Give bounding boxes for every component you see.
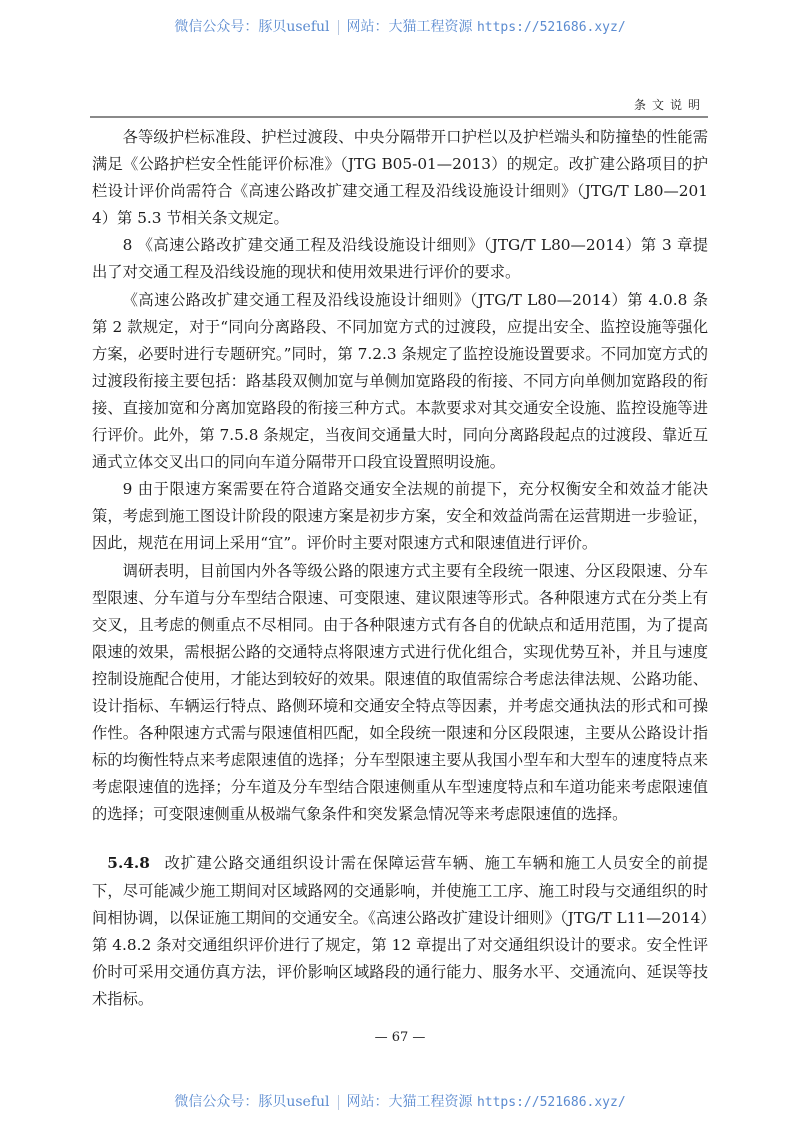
watermark-header <box>0 16 800 36</box>
paragraph-item-9: 9 由于限速方案需要在符合道路交通安全法规的前提下，充分权衡安全和效益才能决策，考虑到施工图设计阶段的限速方案是初步方案，安全和效益尚需在运营期进一步验证，因此，规范在用词上采用“宜”。评价时主要对限速方式和限速值进行评价。 <box>92 480 708 553</box>
clause-5-4-8 <box>92 850 708 1013</box>
paragraph-item-8: 8 《高速公路改扩建交通工程及沿线设施设计细则》（JTG/T L80—2014）第 3 章提出了对交通工程及沿线设施的现状和使用效果进行评价的要求。 <box>92 236 708 282</box>
watermark-url[interactable]: https://521686.xyz/ <box>476 1095 626 1110</box>
paragraph-guardrail-performance: 各等级护栏标准段、护栏过渡段、中央分隔带开口护栏以及护栏端头和防撞垫的性能需满足《公路护栏安全性能评价标准》（JTG B05-01—2013）的规定。改扩建公路项目的护栏设计评价尚需符合《高速公路改扩建交通工程及沿线设施设计细则》（JTG/T L80—2014）第 5.3 节相关条文规定。 <box>92 128 708 228</box>
watermark-footer <box>0 1091 800 1111</box>
watermark-site: 网站：大猫工程资源 <box>346 19 473 35</box>
header-rule <box>90 116 708 118</box>
watermark-url[interactable]: https://521686.xyz/ <box>476 20 626 35</box>
paragraph-speed-limit-survey: 调研表明，目前国内外各等级公路的限速方式主要有全段统一限速、分区段限速、分车型限速、分车道与分车型结合限速、可变限速、建议限速等形式。各种限速方式在分类上有交叉，且考虑的侧重点不尽相同。由于各种限速方式有各自的优缺点和适用范围，为了提高限速的效果，需根据公路的交通特点将限速方式进行优化组合，实现优势互补，并且与速度控制设施配合使用，才能达到较好的效果。限速值的取值需综合考虑法律法规、公路功能、设计指标、车辆运行特点、路侧环境和交通安全特点等因素，并考虑交通执法的形式和可操作性。各种限速方式需与限速值相匹配，如全段统一限速和分区段限速，主要从公路设计指标的均衡性特点来考虑限速值的选择；分车型限速主要从我国小型车和大型车的速度特点来考虑限速值的选择；分车道及分车型结合限速侧重从车型速度特点和车道功能来考虑限速值的选择；可变限速侧重从极端气象条件和突发紧急情况等来考虑限速值的选择。 <box>92 561 708 824</box>
document-body <box>92 124 708 1013</box>
paragraph-transition-sections: 《高速公路改扩建交通工程及沿线设施设计细则》（JTG/T L80—2014）第 4.0.8 条第 2 款规定，对于“同向分离路段、不同加宽方式的过渡段，应提出安全、监控设施等强化方案，必要时进行专题研究。”同时，第 7.2.3 条规定了监控设施设置要求。不同加宽方式的过渡段衔接主要包括：路基段双侧加宽与单侧加宽路段的衔接、不同方向单侧加宽路段的衔接、直接加宽和分离加宽路段的衔接三种方式。本款要求对其交通安全设施、监控设施等进行评价。此外，第 7.5.8 条规定，当夜间交通量大时，同向分离路段起点的过渡段、靠近互通式立体交叉出口的同向车道分隔带开口段宜设置照明设施。 <box>92 290 708 472</box>
clause-text: 改扩建公路交通组织设计需在保障运营车辆、施工车辆和施工人员安全的前提下，尽可能减少施工期间对区域路网的交通影响，并使施工工序、施工时段与交通组织的时间相协调，以保证施工期间的交通安全。《高速公路改扩建设计细则》（JTG/T L11—2014）第 4.8.2 条对交通组织评价进行了规定，第 12 章提出了对交通组织设计的要求。安全性评价时可采用交通仿真方法，评价影响区域路段的通行能力、服务水平、交通流向、延误等技术指标。 <box>92 854 708 1008</box>
watermark-divider <box>338 20 339 35</box>
watermark-divider <box>338 1095 339 1110</box>
watermark-wechat: 微信公众号：豚贝useful <box>174 1094 330 1110</box>
watermark-wechat: 微信公众号：豚贝useful <box>174 19 330 35</box>
page-number: — 67 — <box>374 1030 426 1045</box>
clause-number: 5.4.8 <box>107 854 150 873</box>
running-head: 条文说明 <box>633 98 706 112</box>
watermark-site: 网站：大猫工程资源 <box>346 1094 473 1110</box>
